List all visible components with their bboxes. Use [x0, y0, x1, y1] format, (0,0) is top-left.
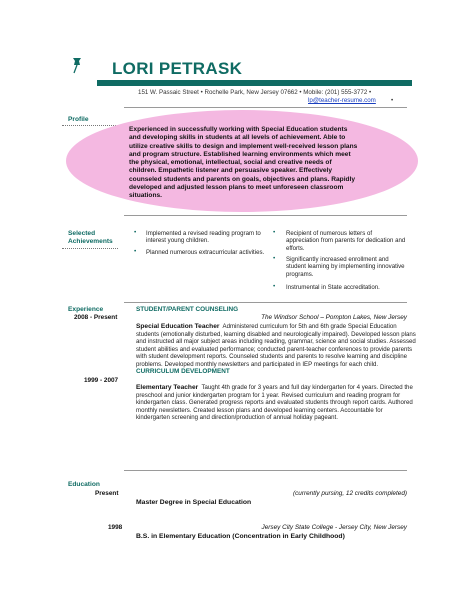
- contact-line: 151 W. Passaic Street • Rochelle Park, New Jersey 07662 • Mobile: (201) 555-3772 •: [138, 89, 372, 96]
- profile-line: the physical, emotional, intellectual, social and creative needs of: [129, 159, 332, 167]
- job-description: [136, 384, 418, 422]
- achievement-item: Significantly increased enrollment and student learning by implementing innovative programs.: [286, 256, 405, 278]
- profile-line: developed and adjusted lesson plans to meet unforeseen classroom: [129, 184, 344, 192]
- job-title: Elementary Teacher: [136, 384, 199, 391]
- divider: [124, 107, 407, 108]
- job-desc-text: Taught 4th grade for 3 years and full day kindergarten for 4 years. Directed the preschool and junior kindergarten program for 1 year. Revised curriculum and reading program for kindergarten class. Generated progress reports and evaluated students through report cards. Authored monthly newsletters. Created lesson plans and developed learning centers. Accountable for kindergarten screening and direction/production of annual holiday pageant.: [136, 384, 413, 421]
- education-date: Present: [95, 490, 119, 497]
- education-label: Education: [68, 481, 100, 488]
- job-heading: STUDENT/PARENT COUNSELING: [136, 306, 239, 313]
- divider: [124, 215, 407, 216]
- profile-line: situations.: [129, 192, 162, 200]
- pushpin-icon: [70, 56, 86, 74]
- dotted-divider: [62, 125, 118, 126]
- job-heading: CURRICULUM DEVELOPMENT: [136, 368, 230, 375]
- education-degree: B.S. in Elementary Education (Concentration in Early Childhood): [136, 533, 345, 540]
- education-note: Jersey City State College - Jersey City, New Jersey: [261, 524, 407, 531]
- profile-label: Profile: [68, 116, 89, 123]
- bullet-icon: •: [273, 255, 276, 262]
- education-degree: Master Degree in Special Education: [136, 499, 252, 506]
- header-bar: [97, 80, 412, 86]
- job-description: [136, 323, 418, 368]
- bullet-icon: •: [134, 229, 137, 236]
- profile-line: Experienced in successfully working with Special Education students: [129, 126, 348, 133]
- education-date: 1998: [108, 524, 123, 531]
- job-desc-text: Administered curriculum for 5th and 6th grade Special Education students (emotionally disturbed, learning disabled and neurologically impaired). Developed lesson plans and instructed all major subject areas including reading, grammar, science and social studies. Assessed student abilities and evaluated performance; conducted parent-teacher conferences to provide parents with student development reports. Counseled students and parents to resolve learning and discipline problems. Developed monthly newsletters and participated in IEP meetings for each child.: [136, 323, 416, 368]
- bullet-icon: •: [134, 248, 137, 255]
- bullet-icon: •: [273, 283, 276, 290]
- profile-line: and program structure. Established learning environments which meet: [129, 150, 351, 158]
- education-note: (currently pursing, 12 credits completed): [292, 490, 407, 497]
- divider: [124, 302, 407, 303]
- profile-text: [129, 126, 407, 201]
- job-dates: 2008 - Present: [74, 314, 118, 321]
- job-title: Special Education Teacher: [136, 323, 220, 330]
- profile-line: children. Empathetic listener and persuasive speaker. Effectively: [129, 167, 333, 175]
- achievements-label: Selected Achievements: [68, 230, 113, 245]
- job-dates: 1999 - 2007: [84, 377, 119, 384]
- achievement-item: Implemented a revised reading program to interest young children.: [146, 230, 261, 245]
- email-link[interactable]: lp@teacher-resume.com: [308, 97, 376, 104]
- achievement-item: Instrumental in State accreditation.: [286, 284, 380, 291]
- dotted-divider: [62, 248, 118, 249]
- contact-separator: •: [391, 97, 394, 104]
- profile-line: utilize creative skills to design and implement well-received lesson plans: [129, 142, 358, 150]
- achievement-item: Recipient of numerous letters of appreciation from parents for dedication and efforts.: [286, 230, 406, 252]
- bullet-icon: •: [273, 229, 276, 236]
- divider: [124, 470, 407, 471]
- achievement-item: Planned numerous extracurricular activities.: [146, 249, 265, 256]
- profile-line: counseled students and parents on goals, objectives and plans. Rapidly: [129, 175, 356, 183]
- profile-line: and developing skills in students at all levels of achievement. Able to: [129, 134, 346, 142]
- resume-name: LORI PETRASK: [112, 59, 243, 78]
- experience-label: Experience: [68, 306, 104, 313]
- job-employer: The Windsor School – Pompton Lakes, New Jersey: [261, 314, 407, 321]
